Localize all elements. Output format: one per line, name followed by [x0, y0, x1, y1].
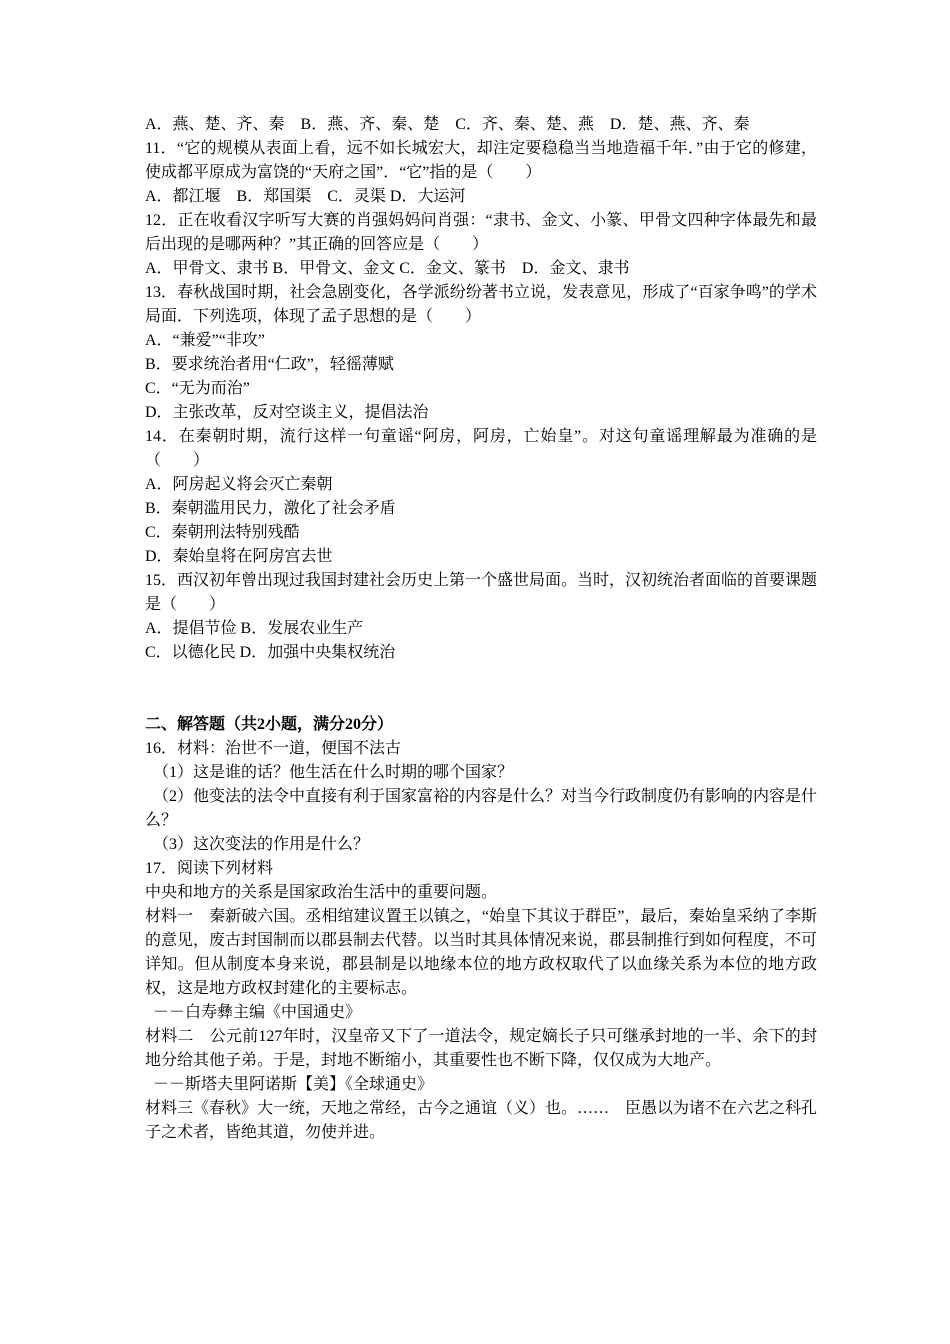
question-17-stem: 17．阅读下列材料 [145, 860, 274, 877]
question-14-option-a: A．阿房起义将会灭亡秦朝 [145, 476, 333, 493]
question-11-stem: 11．“它的规模从表面上看，远不如长城宏大，却注定要稳稳当当地造福千年．”由于它的修建，使成都平原成为富饶的“天府之国”．“它”指的是（ ） [145, 140, 817, 181]
section-two-heading: 二、解答题（共2小题，满分20分） [145, 716, 394, 733]
material-one-source: －－白寿彝主编《中国通史》 [153, 1004, 362, 1021]
question-14-stem: 14．在秦朝时期，流行这样一句童谣“阿房，阿房，亡始皇”。对这句童谣理解最为准确的是（ ） [145, 428, 817, 469]
question-13-option-c: C．“无为而治” [145, 380, 250, 397]
question-13-option-d: D．主张改革，反对空谈主义，提倡法治 [145, 404, 429, 421]
question-14-option-d: D．秦始皇将在阿房宫去世 [145, 548, 333, 565]
question-16-stem: 16．材料：治世不一道，便国不法古 [145, 740, 402, 757]
question-13-option-b: B．要求统治者用“仁政”，轻徭薄赋 [145, 356, 394, 373]
question-12-stem: 12．正在收看汉字听写大赛的肖强妈妈问肖强：“隶书、金文、小篆、甲骨文四种字体最先和最后出现的是哪两种？”其正确的回答应是（ ） [145, 212, 817, 253]
question-17-intro: 中央和地方的关系是国家政治生活中的重要问题。 [145, 884, 498, 901]
material-three-text: 材料三《春秋》大一统，天地之常经，古今之通谊（义）也。…… 臣愚以为诸不在六艺之科孔子之术者，皆绝其道，勿使并进。 [145, 1100, 818, 1141]
question-10-options-line: A．燕、楚、齐、秦 B．燕、齐、秦、楚 C．齐、秦、楚、燕 D．楚、燕、齐、秦 [145, 116, 750, 133]
question-15-options-ab: A．提倡节俭 B．发展农业生产 [145, 620, 364, 637]
question-11-options-line: A．都江堰 B．郑国渠 C．灵渠 D．大运河 [145, 188, 466, 205]
question-14-option-b: B．秦朝滥用民力，激化了社会矛盾 [145, 500, 396, 517]
question-13-stem: 13．春秋战国时期，社会急剧变化，各学派纷纷著书立说，发表意见，形成了“百家争鸣”的学术局面．下列选项，体现了孟子思想的是（ ） [145, 284, 817, 325]
question-15-options-cd: C．以德化民 D．加强中央集权统治 [145, 644, 396, 661]
material-one-text: 材料一 秦新破六国。丞相绾建议置王以镇之，“始皇下其议于群臣”，最后，秦始皇采纳了李斯的意见，废古封国制而以郡县制去代替。以当时其具体情况来说，郡县制推行到如何程度，不可详知。但从制度本身来说，郡县制是以地缘本位的地方政权取代了以血缘关系为本位的地方政权，这是地方政权封建化的主要标志。 [145, 908, 818, 997]
question-16-part-3: （3）这次变法的作用是什么？ [153, 836, 370, 853]
question-16-part-1: （1）这是谁的话？他生活在什么时期的哪个国家？ [153, 764, 514, 781]
question-15-stem: 15．西汉初年曾出现过我国封建社会历史上第一个盛世局面。当时，汉初统治者面临的首要课题是（ ） [145, 572, 818, 613]
question-13-option-a: A．“兼爱”“非攻” [145, 332, 265, 349]
question-12-options-line: A．甲骨文、隶书 B．甲骨文、金文 C．金文、篆书 D．金文、隶书 [145, 260, 630, 277]
material-two-text: 材料二 公元前127年时，汉皇帝又下了一道法令，规定嫡长子只可继承封地的一半、余下的封地分给其他子弟。于是，封地不断缩小，其重要性也不断下降，仅仅成为大地产。 [145, 1028, 817, 1069]
question-14-option-c: C．秦朝刑法特别残酷 [145, 524, 300, 541]
question-16-part-2: （2）他变法的法令中直接有利于国家富裕的内容是什么？对当今行政制度仍有影响的内容是什么？ [145, 788, 818, 829]
material-two-source: －－斯塔夫里阿诺斯【美】《全球通史》 [153, 1076, 434, 1093]
